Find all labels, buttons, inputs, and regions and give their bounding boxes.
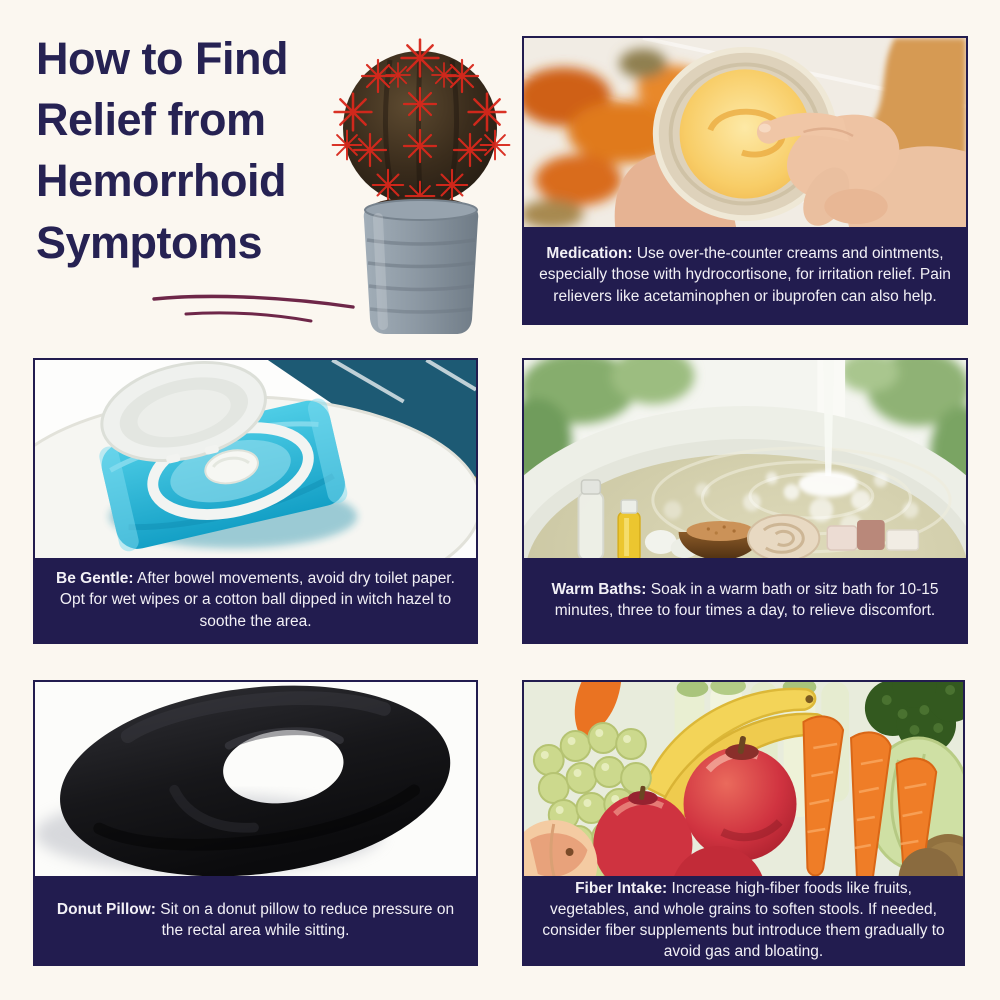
title-line: Relief from [36,94,266,146]
caption-donut-pillow [35,876,476,964]
card-medication [522,36,968,325]
caption-medication [524,227,966,323]
title-line: How to Find [36,33,288,84]
caption-be-gentle [35,558,476,642]
cactus-photo [320,20,522,338]
caption-lead: Medication: [546,245,633,263]
wet-wipes-photo [35,360,476,558]
caption-body: After bowel movements, avoid dry toilet paper. Opt for wet wipes or a cotton ball dipped in witch hazel to soothe the area. [59,570,455,630]
fruits-vegetables-photo [524,682,963,876]
caption-warm-baths [524,558,966,642]
caption-lead: Donut Pillow: [56,900,156,918]
caption-lead: Warm Baths: [551,580,647,598]
caption-fiber-intake [524,876,963,964]
title-line: Hemorrhoid [36,155,287,207]
card-be-gentle [33,358,478,644]
caption-body: Use over-the-counter creams and ointments, especially those with hydrocortisone, for irritation relief. Pain relievers like acetaminophen or ibuprofen can also help. [539,245,951,305]
card-donut-pillow [33,680,478,966]
card-warm-baths [522,358,968,644]
donut-pillow-photo [35,682,476,876]
page-title [36,28,356,273]
title-line: Symptoms [36,216,263,268]
caption-body: Increase high-fiber foods like fruits, vegetables, and whole grains to soften stools. If needed, consider fiber supplements but introduce them gradually to avoid gas and bloating. [542,879,945,961]
card-fiber-intake [522,680,965,966]
caption-body: Sit on a donut pillow to reduce pressure on the rectal area while sitting. [160,900,455,939]
caption-lead: Be Gentle: [56,570,134,588]
caption-lead: Fiber Intake: [575,879,668,897]
medication-photo [524,38,966,227]
caption-body: Soak in a warm bath or sitz bath for 10-15 minutes, three to four times a day, to relieve discomfort. [554,580,939,619]
warm-bath-photo [524,360,966,558]
